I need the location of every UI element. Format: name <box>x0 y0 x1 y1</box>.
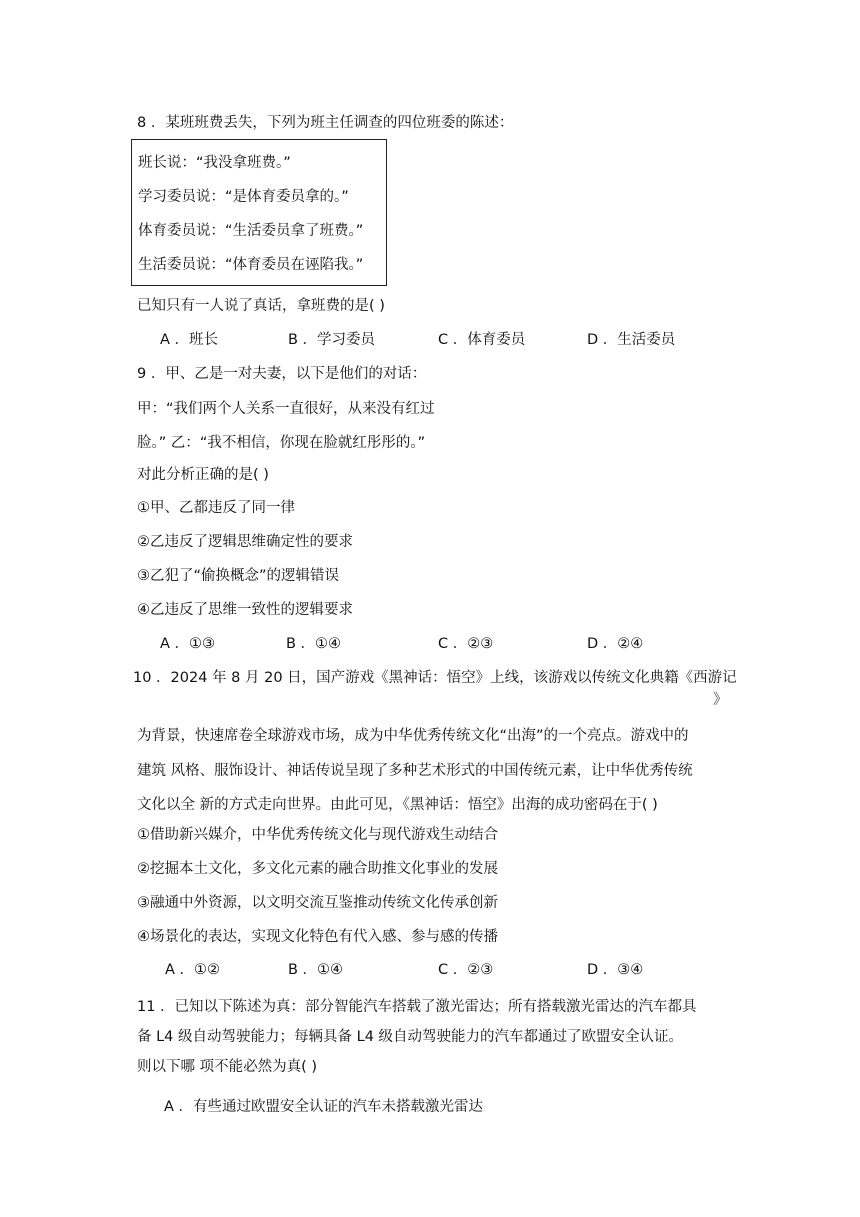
q11-stem-line-2: 备 L4 级自动驾驶能力；每辆具备 L4 级自动驾驶能力的汽车都通过了欧盟安全认证。 <box>137 1029 684 1045</box>
q8-option-d[interactable]: D ．生活委员 <box>587 332 676 348</box>
q8-option-a[interactable]: A ．班长 <box>160 332 219 348</box>
q8-stem: 8 ．某班班费丢失，下列为班主任调查的四位班委的陈述： <box>137 115 514 131</box>
q11-stem-line-1: 11 ．已知以下陈述为真：部分智能汽车搭载了激光雷达；所有搭载激光雷达的汽车都具 <box>137 999 697 1015</box>
q9-dialogue-line-1: 甲：“我们两个人关系一直很好，从来没有红过 <box>137 401 435 417</box>
q10-item-4: ④场景化的表达，实现文化特色有代入感、参与感的传播 <box>137 929 498 945</box>
q8-option-c[interactable]: C ．体育委员 <box>438 332 526 348</box>
q10-stem-line-1: 10 ．2024 年 8 月 20 日，国产游戏《黑神话：悟空》上线，该游戏以传统文化典籍《西游记 <box>133 670 737 686</box>
q10-option-b[interactable]: B ．①④ <box>288 962 344 978</box>
q8-statement-2: 学习委员说：“是体育委员拿的。” <box>138 189 349 205</box>
q10-item-3: ③融通中外资源，以文明交流互鉴推动传统文化传承创新 <box>137 895 498 911</box>
q9-option-a[interactable]: A ．①③ <box>160 636 216 652</box>
q9-item-2: ②乙违反了逻辑思维确定性的要求 <box>137 534 353 550</box>
q9-dialogue-line-2: 脸。” 乙：“我不相信，你现在脸就红彤彤的。” <box>137 435 426 451</box>
q9-option-c[interactable]: C ．②③ <box>438 636 494 652</box>
q10-item-2: ②挖掘本土文化，多文化元素的融合助推文化事业的发展 <box>137 861 498 877</box>
q8-statement-4: 生活委员说：“体育委员在诬陷我。” <box>138 257 364 273</box>
q10-option-c[interactable]: C ．②③ <box>438 962 494 978</box>
q9-option-b[interactable]: B ．①④ <box>286 636 342 652</box>
q10-stem-line-4: 文化以全 新的方式走向世界。由此可见，《黑神话：悟空》出海的成功密码在于( ) <box>137 797 658 813</box>
q9-option-d[interactable]: D ．②④ <box>587 636 644 652</box>
q8-statement-3: 体育委员说：“生活委员拿了班费。” <box>138 223 364 239</box>
q11-stem-line-3: 则以下哪 项不能必然为真( ) <box>137 1059 318 1075</box>
q9-item-3: ③乙犯了“偷换概念”的逻辑错误 <box>137 568 340 584</box>
q9-question: 对此分析正确的是( ) <box>137 467 269 483</box>
q11-option-a[interactable]: A ．有些通过欧盟安全认证的汽车未搭载激光雷达 <box>164 1099 484 1115</box>
q10-item-1: ①借助新兴媒介，中华优秀传统文化与现代游戏生动结合 <box>137 827 498 843</box>
q10-stem-line-3: 建筑 风格、服饰设计、神话传说呈现了多种艺术形式的中国传统元素，让中华优秀传统 <box>137 763 693 779</box>
q10-option-a[interactable]: A ．①② <box>165 962 221 978</box>
q8-statement-1: 班长说：“我没拿班费。” <box>138 155 291 171</box>
q10-stem-wrap: 》 <box>713 692 728 708</box>
q8-option-b[interactable]: B ．学习委员 <box>288 332 376 348</box>
q9-item-1: ①甲、乙都违反了同一律 <box>137 500 295 516</box>
q9-item-4: ④乙违反了思维一致性的逻辑要求 <box>137 602 353 618</box>
q10-stem-line-2: 为背景，快速席卷全球游戏市场，成为中华优秀传统文化“出海”的一个亮点。游戏中的 <box>137 728 689 744</box>
q9-stem: 9 ．甲、乙是一对夫妻，以下是他们的对话： <box>137 366 427 382</box>
q8-question: 已知只有一人说了真话，拿班费的是( ) <box>137 298 385 314</box>
q10-option-d[interactable]: D ．③④ <box>587 962 644 978</box>
